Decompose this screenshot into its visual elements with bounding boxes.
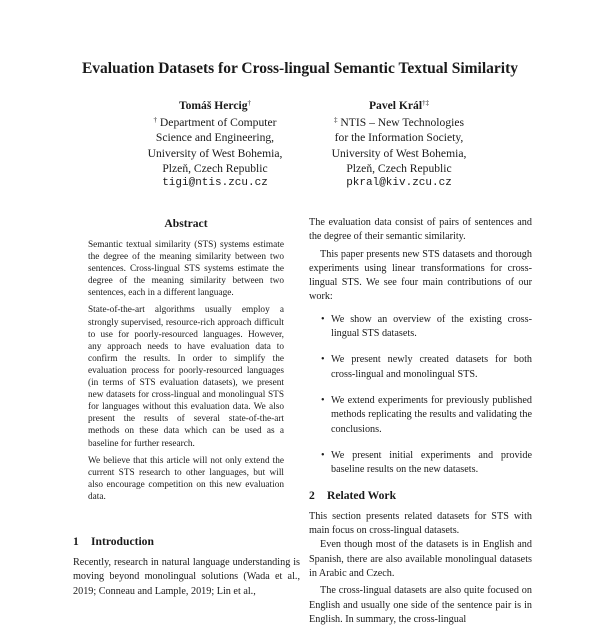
author-email[interactable]: pkral@kiv.zcu.cz: [346, 177, 452, 190]
abstract-body: [88, 239, 284, 508]
body-paragraph: Even though most of the datasets is in English and Spanish, there are also available monolingual datasets in Arabic and Czech.: [309, 539, 532, 579]
affiliation: for the Information Society,: [334, 131, 464, 145]
body-paragraph: This paper presents new STS datasets and thorough experiments using linear transformations for cross-lingual STS. We see four main contributions of our work:: [309, 248, 532, 303]
affiliation-mark: †: [153, 116, 158, 125]
list-item: • We present newly created datasets for both cross-lingual and monolingual STS.: [321, 354, 532, 380]
bullet-icon: •: [321, 449, 325, 461]
list-item: • We show an overview of the existing cross-lingual STS datasets.: [321, 313, 532, 340]
list-item: • We present initial experiments and provide baseline results on the new datasets.: [321, 449, 532, 476]
body-paragraph: The evaluation data consist of pairs of sentences and the degree of their semantic similarity.: [309, 217, 532, 243]
abstract-paragraph: Semantic textual similarity (STS) systems estimate the degree of the meaning similarity between two sentences. Cross-lingual STS systems estimate the degree of the meaning similarity between two sentences, each in a different language.: [88, 240, 284, 299]
section-heading-introduction: 1 Introduction: [73, 535, 154, 548]
affiliation: University of West Bohemia,: [331, 146, 467, 160]
body-paragraph: The cross-lingual datasets are also quite focused on English and usually one side of the sentence pair is in English. In summary, the cross-lingual: [309, 585, 532, 625]
abstract-paragraph: We believe that this article will not only extend the current STS research to other languages, but will also encourage competition on this new evaluation data.: [88, 455, 284, 502]
affiliation-mark: ‡: [334, 116, 338, 125]
author-name: Pavel Král†‡: [368, 99, 430, 112]
introduction-body: [73, 556, 300, 599]
paper-title: Evaluation Datasets for Cross-lingual Semantic Textual Similarity: [81, 60, 519, 77]
affiliation: Plzeň, Czech Republic: [162, 161, 268, 175]
affiliation: ‡ NTIS – New Technologies: [334, 116, 464, 130]
author-email[interactable]: tigi@ntis.zcu.cz: [162, 177, 268, 190]
list-item: • We extend experiments for previously published methods replicating the results and validating the conclusions.: [321, 394, 532, 435]
bullet-icon: •: [321, 313, 325, 325]
author-mark: †: [247, 99, 252, 107]
contributions-list: [309, 313, 532, 478]
section-heading-related-work: 2 Related Work: [309, 489, 397, 503]
bullet-icon: •: [321, 354, 325, 366]
author-block-2: [284, 96, 514, 191]
body-paragraph: Recently, research in natural language understanding is moving beyond monolingual solutions (Wada et al., 2019; Conneau and Lample, 2019; Lin et al.,: [73, 557, 300, 597]
abstract-heading: Abstract: [164, 217, 208, 230]
bullet-icon: •: [321, 394, 325, 406]
affiliation: † Department of Computer: [153, 116, 277, 130]
author-name: Tomáš Hercig†: [178, 99, 252, 112]
right-column: [309, 216, 532, 627]
author-mark: †‡: [422, 99, 430, 107]
abstract-paragraph: State-of-the-art algorithms usually employ a strongly supervised, resource-rich approach difficult to use for poorly-resourced languages. However, any approach needs to have evaluation data to confirm the results. In order to simplify the evaluation process for poorly-resourced languages (in terms of STS evaluation datasets), we present new datasets for cross-lingual and monolingual STS for languages without this evaluation data. We also present the results of several state-of-the-art methods on these data which can be used as a baseline for further research.: [88, 305, 284, 449]
affiliation: Plzeň, Czech Republic: [346, 161, 452, 175]
affiliation: University of West Bohemia,: [147, 146, 283, 160]
body-paragraph: This section presents related datasets for STS with main focus on cross-lingual datasets.: [309, 510, 532, 537]
affiliation: Science and Engineering,: [155, 131, 275, 145]
